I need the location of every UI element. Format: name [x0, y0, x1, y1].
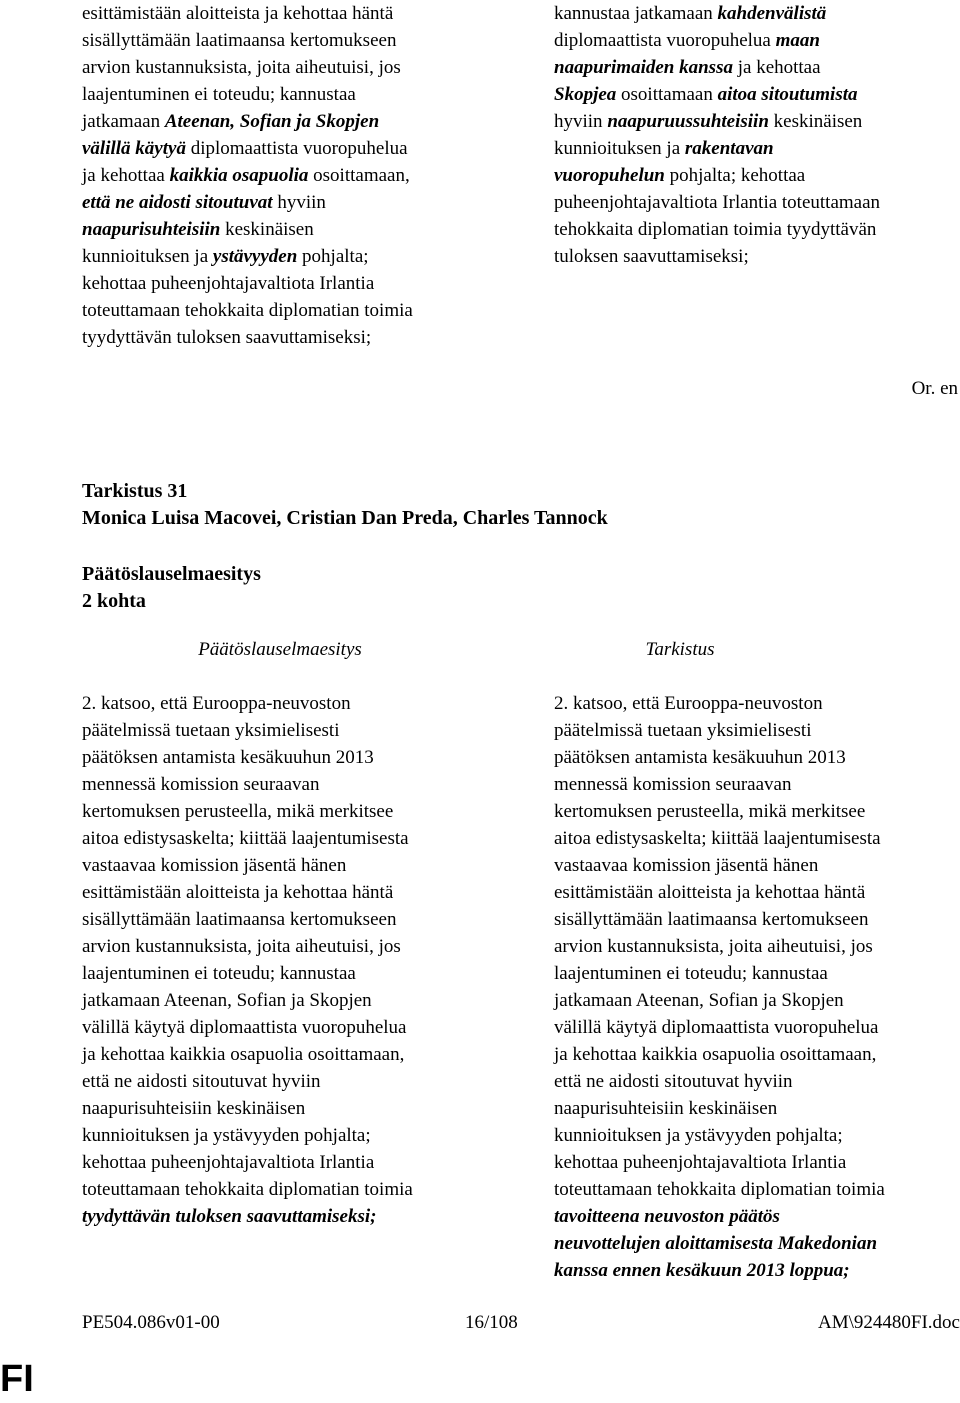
emphasized-text: naapuruussuhteisiin: [607, 111, 769, 132]
text-run: välillä käytyä diplomaattista vuoropuhelua: [554, 1017, 879, 1038]
text-run: vastaavaa komission jäsentä hänen: [554, 855, 819, 876]
text-line: [554, 1257, 885, 1284]
text-line: [82, 825, 413, 852]
text-line: [554, 1095, 885, 1122]
text-line: [82, 1014, 413, 1041]
footer-language-code: FI: [0, 1358, 34, 1400]
text-run: tuloksen saavuttamiseksi;: [554, 246, 749, 267]
text-line: [82, 135, 413, 162]
text-run: kunnioituksen ja: [82, 246, 213, 267]
text-run: että ne aidosti sitoutuvat hyviin: [82, 1071, 321, 1092]
text-run: laajentuminen ei toteudu; kannustaa: [82, 963, 356, 984]
text-line: [82, 987, 413, 1014]
text-run: osoittamaan: [616, 84, 718, 105]
emphasized-text: tyydyttävän tuloksen saavuttamiseksi;: [82, 1206, 377, 1227]
text-run: välillä käytyä diplomaattista vuoropuhelua: [82, 1017, 407, 1038]
footer-document-id: AM\924480FI.doc: [818, 1312, 960, 1333]
text-line: [554, 81, 880, 108]
text-run: päätöksen antamista kesäkuuhun 2013: [554, 747, 846, 768]
text-line: [554, 852, 885, 879]
text-line: [82, 906, 413, 933]
text-run: arvion kustannuksista, joita aiheutuisi, jos: [554, 936, 873, 957]
text-run: 2. katsoo, että Eurooppa-neuvoston: [554, 693, 823, 714]
text-line: [554, 1068, 885, 1095]
emphasized-text: rakentavan: [684, 138, 774, 159]
text-line: [82, 852, 413, 879]
text-run: kertomuksen perusteella, mikä merkitsee: [82, 801, 394, 822]
text-run: diplomaattista vuoropuhelua: [185, 138, 408, 159]
text-line: [554, 1230, 885, 1257]
text-line: [554, 162, 880, 189]
document-point: 2 kohta: [82, 590, 146, 612]
footer-page-number: 16/108: [465, 1312, 518, 1333]
text-run: kunnioituksen ja ystävyyden pohjalta;: [82, 1125, 371, 1146]
text-line: [82, 933, 413, 960]
text-line: [82, 270, 413, 297]
emphasized-text: Ateenan, Sofian ja Skopjen: [164, 111, 380, 132]
text-run: kehottaa puheenjohtajavaltiota Irlantia: [82, 273, 375, 294]
text-run: hyviin: [554, 111, 608, 132]
emphasized-text: maan: [775, 30, 820, 51]
emphasized-text: naapurimaiden kanssa: [554, 57, 733, 78]
text-run: päätöksen antamista kesäkuuhun 2013: [82, 747, 374, 768]
original-language: Or. en: [911, 378, 958, 399]
text-run: ja kehottaa kaikkia osapuolia osoittamaan,: [554, 1044, 877, 1065]
text-run: jatkamaan Ateenan, Sofian ja Skopjen: [554, 990, 844, 1011]
text-run: mennessä komission seuraavan: [82, 774, 320, 795]
text-run: ja kehottaa: [82, 165, 170, 186]
column-header-amendment: Tarkistus: [645, 639, 715, 660]
document-type: Päätöslauselmaesitys: [82, 563, 261, 585]
text-run: pohjalta;: [297, 246, 369, 267]
proposal-text: [82, 690, 413, 1230]
text-run: kertomuksen perusteella, mikä merkitsee: [554, 801, 866, 822]
text-run: pohjalta; kehottaa: [664, 165, 806, 186]
text-run: puheenjohtajavaltiota Irlantia toteuttamaan: [554, 192, 881, 213]
text-run: kannustaa jatkamaan: [554, 3, 718, 24]
text-run: esittämistään aloitteista ja kehottaa häntä: [554, 882, 866, 903]
emphasized-text: aitoa sitoutumista: [717, 84, 858, 105]
text-run: päätelmissä tuetaan yksimielisesti: [82, 720, 340, 741]
text-run: 2. katsoo, että Eurooppa-neuvoston: [82, 693, 351, 714]
text-run: päätelmissä tuetaan yksimielisesti: [554, 720, 812, 741]
text-line: [554, 987, 885, 1014]
text-line: [554, 108, 880, 135]
text-line: [82, 717, 413, 744]
text-run: keskinäisen: [220, 219, 314, 240]
top-right-text: [554, 0, 880, 270]
text-run: sisällyttämään laatimaansa kertomukseen: [554, 909, 869, 930]
text-run: kehottaa puheenjohtajavaltiota Irlantia: [554, 1152, 847, 1173]
text-line: [554, 960, 885, 987]
text-run: naapurisuhteisiin keskinäisen: [82, 1098, 306, 1119]
text-run: laajentuminen ei toteudu; kannustaa: [82, 84, 356, 105]
text-line: [82, 81, 413, 108]
text-run: esittämistään aloitteista ja kehottaa häntä: [82, 3, 394, 24]
text-line: [82, 798, 413, 825]
text-line: [554, 906, 885, 933]
amendment-authors: Monica Luisa Macovei, Cristian Dan Preda, Charles Tannock: [82, 507, 608, 529]
text-run: ja kehottaa: [732, 57, 821, 78]
footer-reference: PE504.086v01-00: [82, 1312, 220, 1333]
text-line: [554, 879, 885, 906]
text-line: [554, 54, 880, 81]
text-line: [554, 27, 880, 54]
text-line: [82, 108, 413, 135]
text-line: [82, 189, 413, 216]
text-line: [82, 1068, 413, 1095]
text-line: [554, 1149, 885, 1176]
amendment-number: Tarkistus 31: [82, 480, 188, 502]
text-line: [82, 960, 413, 987]
text-line: [554, 189, 880, 216]
text-line: [82, 879, 413, 906]
text-line: [82, 27, 413, 54]
text-line: [82, 297, 413, 324]
text-line: [82, 690, 413, 717]
top-left-text: [82, 0, 413, 351]
text-line: [82, 54, 413, 81]
text-line: [554, 1203, 885, 1230]
emphasized-text: Skopjea: [554, 84, 617, 105]
emphasized-text: kahdenvälistä: [717, 3, 827, 24]
text-run: osoittamaan,: [308, 165, 410, 186]
text-run: jatkamaan: [82, 111, 165, 132]
text-run: kehottaa puheenjohtajavaltiota Irlantia: [82, 1152, 375, 1173]
text-line: [554, 1176, 885, 1203]
text-line: [554, 1122, 885, 1149]
text-run: esittämistään aloitteista ja kehottaa häntä: [82, 882, 394, 903]
text-line: [554, 0, 880, 27]
text-line: [554, 1014, 885, 1041]
emphasized-text: vuoropuhelun: [554, 165, 665, 186]
text-run: mennessä komission seuraavan: [554, 774, 792, 795]
text-run: vastaavaa komission jäsentä hänen: [82, 855, 347, 876]
emphasized-text: välillä käytyä: [82, 138, 186, 159]
text-line: [82, 744, 413, 771]
text-run: toteuttamaan tehokkaita diplomatian toimia: [554, 1179, 885, 1200]
text-run: hyviin: [272, 192, 326, 213]
emphasized-text: naapurisuhteisiin: [82, 219, 221, 240]
text-line: [82, 1149, 413, 1176]
text-line: [82, 324, 413, 351]
text-line: [82, 162, 413, 189]
emphasized-text: kanssa ennen kesäkuun 2013 loppua;: [554, 1260, 850, 1281]
text-line: [82, 0, 413, 27]
text-run: toteuttamaan tehokkaita diplomatian toimia: [82, 300, 413, 321]
text-line: [554, 771, 885, 798]
text-line: [554, 1041, 885, 1068]
amendment-text: [554, 690, 885, 1284]
text-run: diplomaattista vuoropuhelua: [554, 30, 776, 51]
text-line: [82, 1176, 413, 1203]
text-line: [554, 135, 880, 162]
text-run: naapurisuhteisiin keskinäisen: [554, 1098, 778, 1119]
text-run: kunnioituksen ja ystävyyden pohjalta;: [554, 1125, 843, 1146]
text-line: [82, 771, 413, 798]
text-run: sisällyttämään laatimaansa kertomukseen: [82, 30, 397, 51]
emphasized-text: että ne aidosti sitoutuvat: [82, 192, 273, 213]
text-line: [82, 1095, 413, 1122]
text-line: [554, 243, 880, 270]
text-run: tehokkaita diplomatian toimia tyydyttävän: [554, 219, 877, 240]
text-run: arvion kustannuksista, joita aiheutuisi, jos: [82, 57, 401, 78]
text-line: [554, 933, 885, 960]
text-run: aitoa edistysaskelta; kiittää laajentumisesta: [554, 828, 881, 849]
text-run: aitoa edistysaskelta; kiittää laajentumisesta: [82, 828, 409, 849]
text-line: [554, 825, 885, 852]
text-line: [554, 690, 885, 717]
text-run: tyydyttävän tuloksen saavuttamiseksi;: [82, 327, 372, 348]
text-line: [554, 798, 885, 825]
emphasized-text: tavoitteena neuvoston päätös: [554, 1206, 780, 1227]
text-run: toteuttamaan tehokkaita diplomatian toimia: [82, 1179, 413, 1200]
text-line: [554, 717, 885, 744]
text-line: [82, 1122, 413, 1149]
text-run: jatkamaan Ateenan, Sofian ja Skopjen: [82, 990, 372, 1011]
text-run: keskinäisen: [768, 111, 863, 132]
text-line: [82, 1041, 413, 1068]
text-run: arvion kustannuksista, joita aiheutuisi, jos: [82, 936, 401, 957]
emphasized-text: kaikkia osapuolia: [169, 165, 309, 186]
text-line: [82, 216, 413, 243]
text-run: sisällyttämään laatimaansa kertomukseen: [82, 909, 397, 930]
text-run: laajentuminen ei toteudu; kannustaa: [554, 963, 828, 984]
column-header-proposal: Päätöslauselmaesitys: [198, 639, 362, 660]
text-run: kunnioituksen ja: [554, 138, 685, 159]
text-line: [554, 216, 880, 243]
emphasized-text: neuvottelujen aloittamisesta Makedonian: [554, 1233, 878, 1254]
text-run: että ne aidosti sitoutuvat hyviin: [554, 1071, 793, 1092]
text-run: ja kehottaa kaikkia osapuolia osoittamaan,: [82, 1044, 405, 1065]
text-line: [82, 1203, 413, 1230]
text-line: [82, 243, 413, 270]
text-line: [554, 744, 885, 771]
emphasized-text: ystävyyden: [212, 246, 298, 267]
